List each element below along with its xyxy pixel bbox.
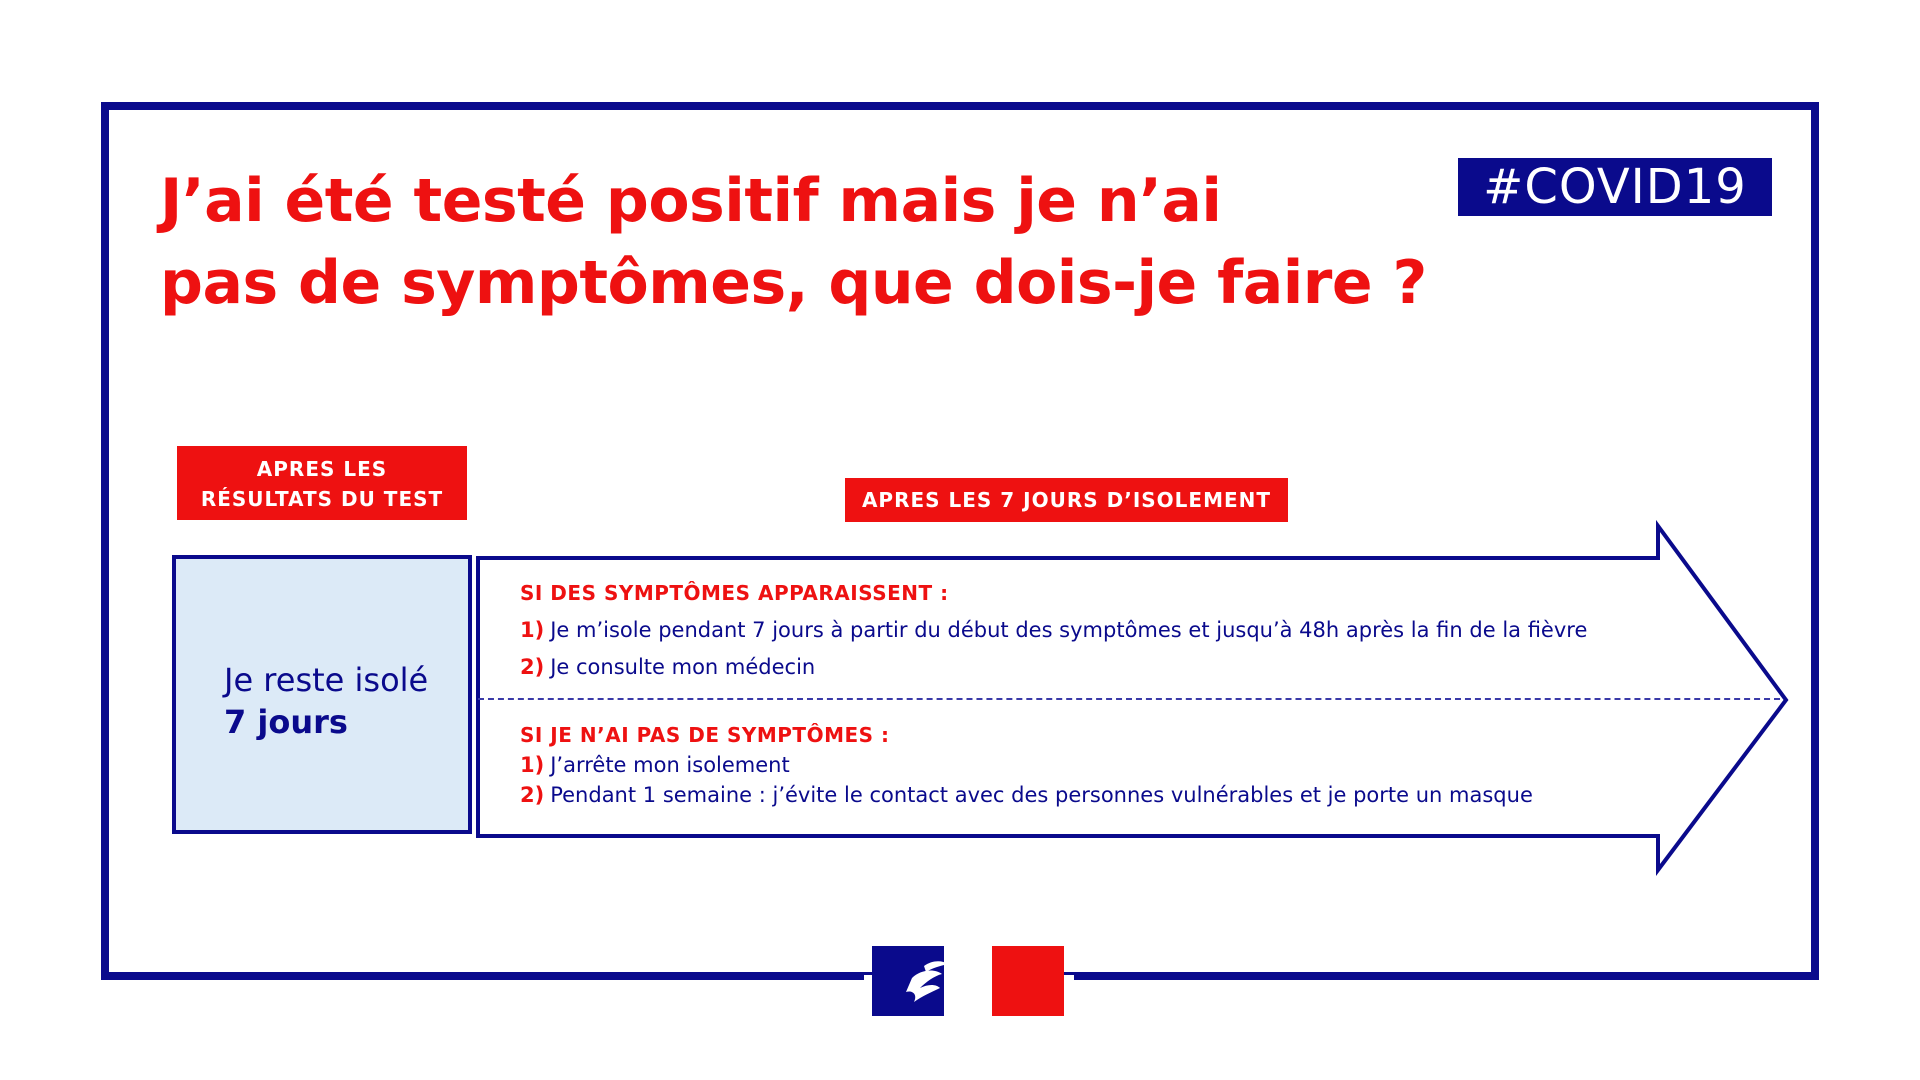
no-symptoms-item-2	[520, 780, 1533, 810]
no-symptoms-item-1	[520, 750, 1533, 780]
marianne-logo-icon	[872, 946, 1064, 1016]
symptoms-appear-heading: SI DES SYMPTÔMES APPARAISSENT :	[520, 581, 949, 605]
no-symptoms-heading: SI JE N’AI PAS DE SYMPTÔMES :	[520, 723, 890, 747]
symptoms-appear-item-2	[520, 652, 1587, 682]
item-number: 2)	[520, 655, 545, 679]
after-test-label-line-2: RÉSULTATS DU TEST	[200, 487, 444, 511]
after-test-label-line-1: APRES LES	[256, 457, 388, 481]
hashtag-badge: #COVID19	[1458, 158, 1772, 216]
item-text: J’arrête mon isolement	[550, 753, 790, 777]
symptoms-appear-item-1	[520, 615, 1587, 645]
item-number: 1)	[520, 618, 545, 642]
item-text: Je consulte mon médecin	[550, 655, 816, 679]
after-isolation-label: APRES LES 7 JOURS D’ISOLEMENT	[845, 478, 1288, 522]
arrow-divider	[478, 698, 1780, 700]
title-line-1: J’ai été testé positif mais je n’ai	[160, 166, 1222, 236]
no-symptoms-block	[520, 720, 1533, 810]
item-text: Pendant 1 semaine : j’évite le contact avec des personnes vulnérables et je porte un masque	[550, 783, 1533, 807]
item-number: 2)	[520, 783, 545, 807]
symptoms-appear-block	[520, 578, 1587, 682]
isolation-days: 7 jours	[224, 703, 348, 741]
isolation-text-line-1: Je reste isolé	[224, 661, 429, 699]
item-number: 1)	[520, 753, 545, 777]
item-text: Je m’isole pendant 7 jours à partir du début des symptômes et jusqu’à 48h après la fin de la fièvre	[550, 618, 1588, 642]
title-line-2: pas de symptômes, que dois-je faire ?	[160, 248, 1427, 318]
